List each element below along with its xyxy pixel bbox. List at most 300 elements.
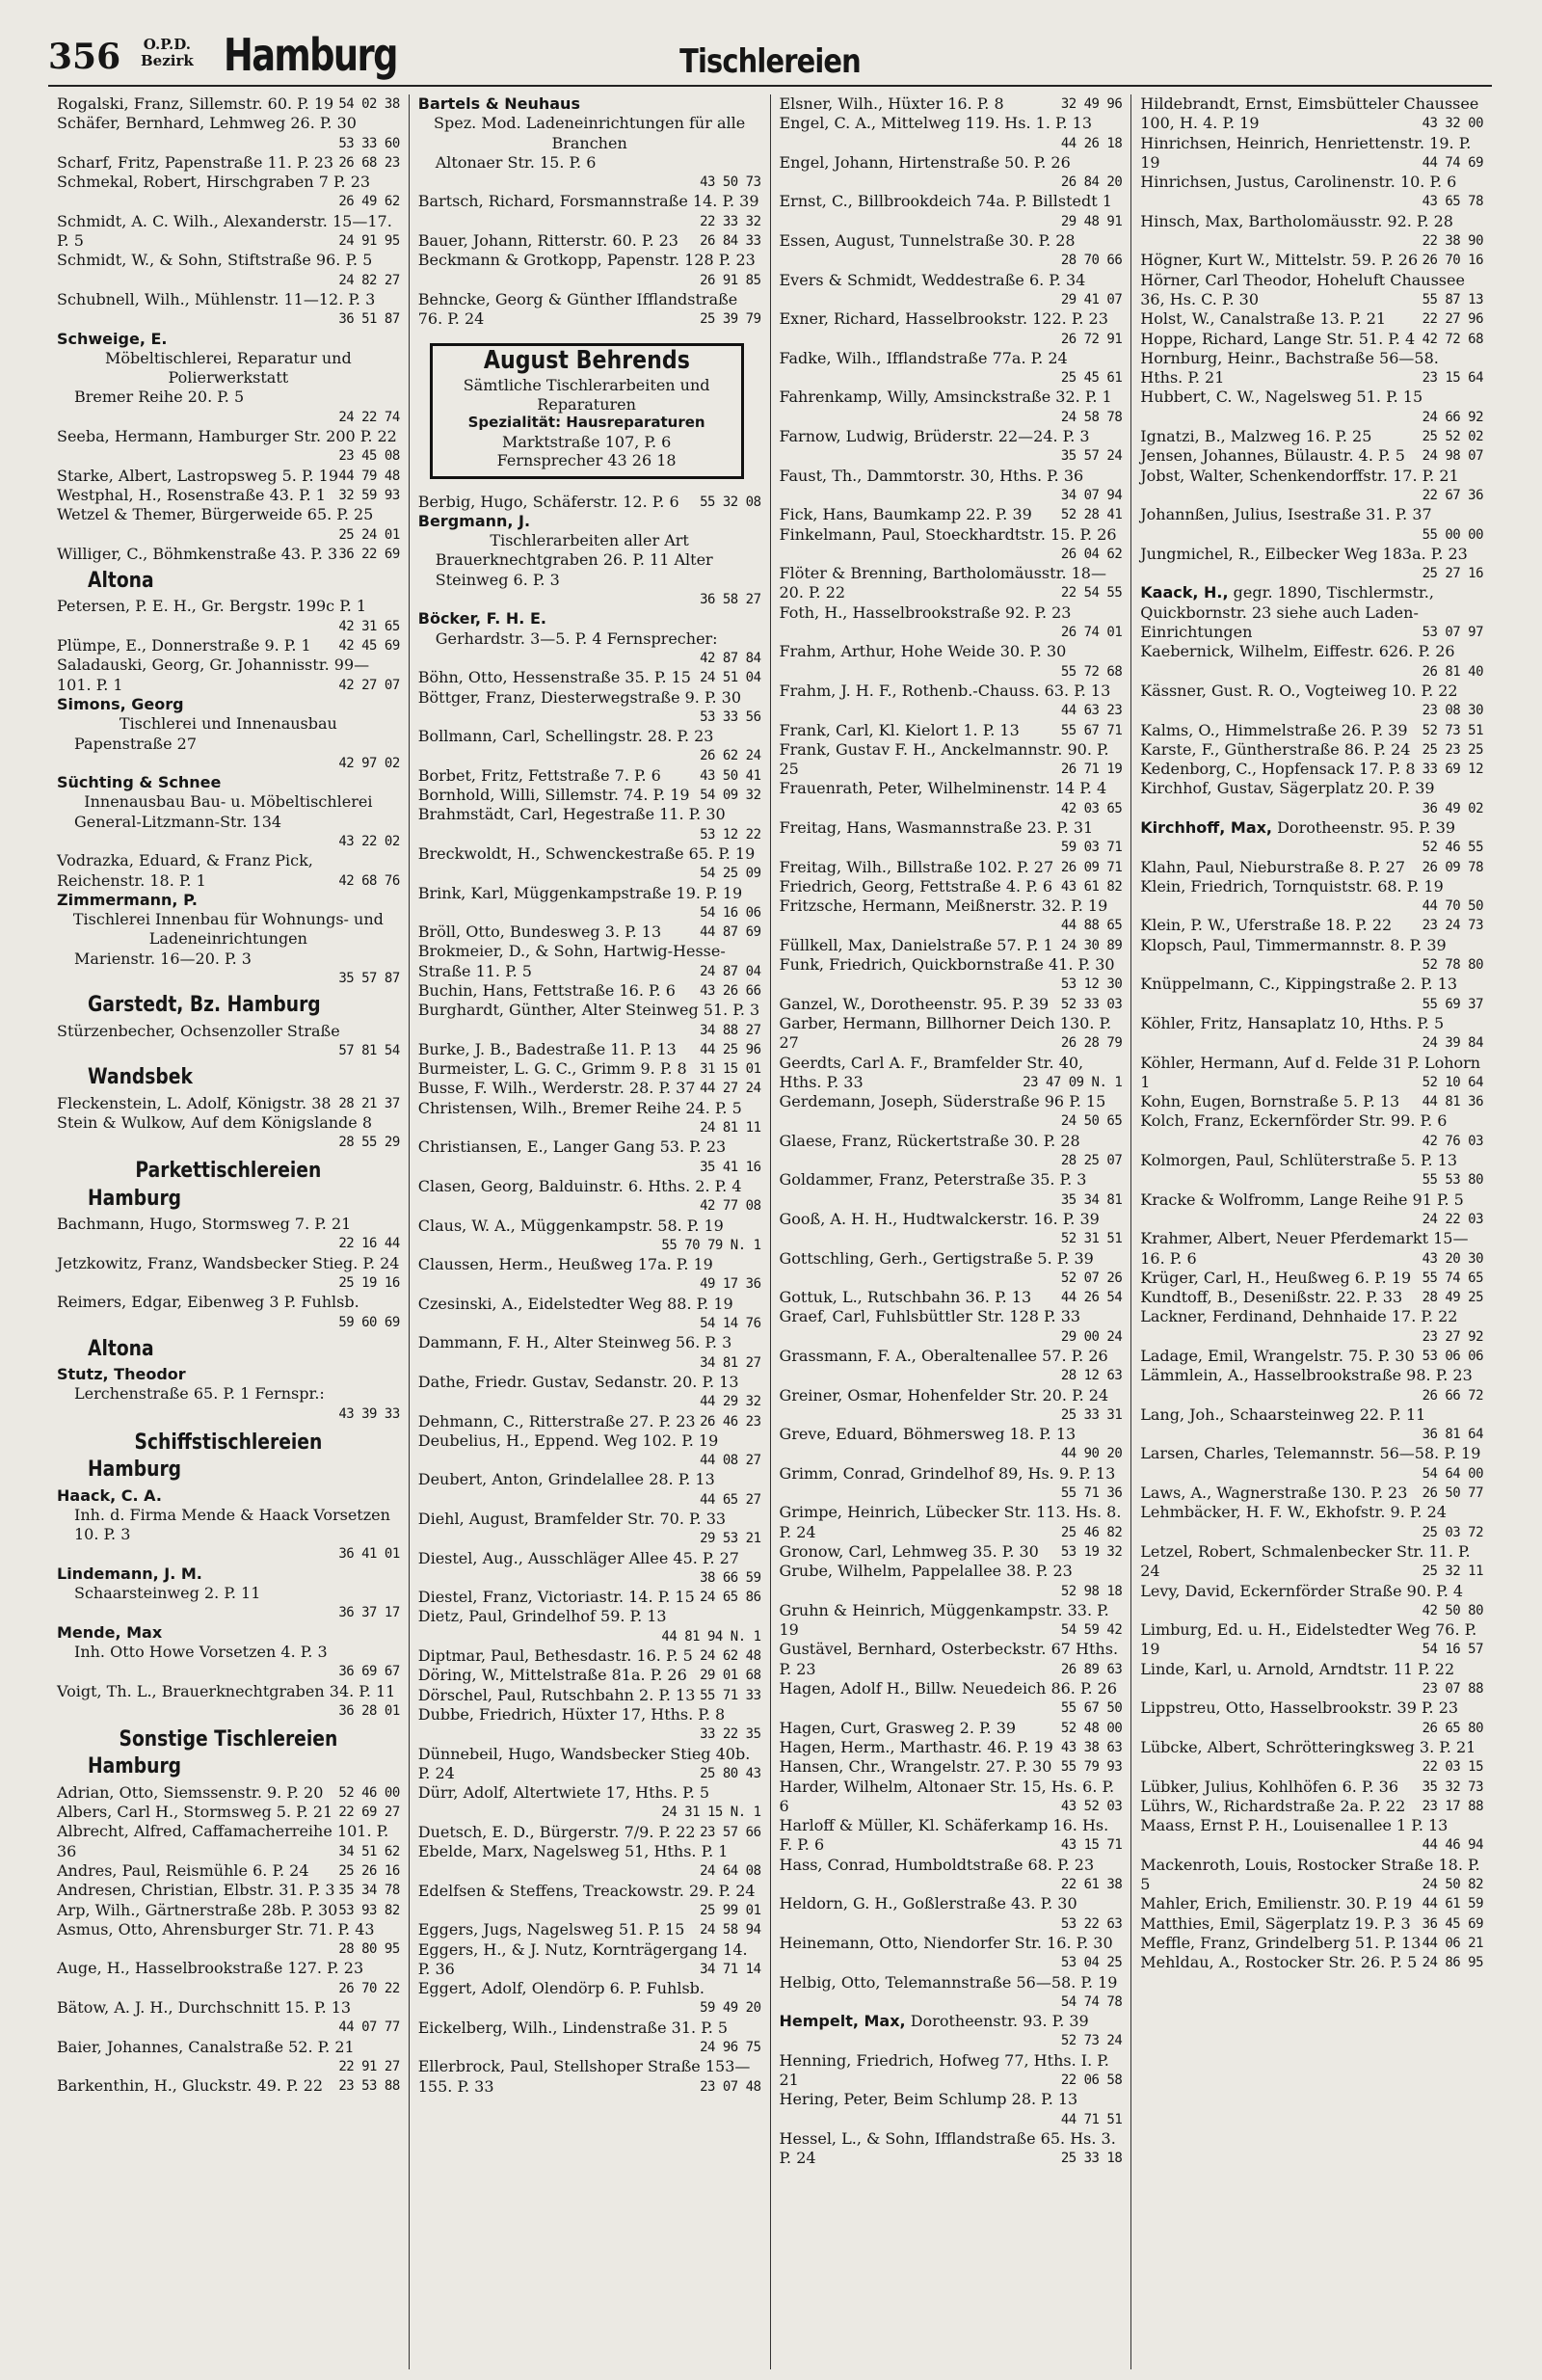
entry-address: Hessenstraße 35. P. 15 (507, 668, 691, 687)
entry-name: Klein, Friedrich, (1140, 876, 1269, 896)
entry-address: Alter Steinweg 51. P. 3 (576, 1001, 760, 1020)
directory-entry (1140, 760, 1483, 779)
entry-name: Eggers, H., & J. Nutz, (417, 1939, 588, 1959)
entry-address: Bundesweg 3. P. 13 (504, 923, 662, 942)
entry-address: Stellshoper Straße 153—155. P. 33 (417, 2057, 751, 2096)
directory-entry (57, 330, 400, 427)
opd-label: O.P.D. (143, 36, 191, 53)
phone-number: 35 32 73 (1422, 1778, 1483, 1795)
entry-address: Nagelsweg 51. P. 15 (521, 1920, 685, 1939)
entry-address: Bachstraße 56—58. Hths. P. 21 (1140, 348, 1439, 388)
directory-entry (57, 2038, 400, 2077)
entry-name: Schmekal, Robert, (57, 173, 201, 192)
phone-number: 24 22 74 (338, 409, 400, 425)
phone-number: 54 14 76 (700, 1316, 761, 1332)
entry-name: Holst, W., (1140, 309, 1215, 329)
directory-entry (1140, 309, 1483, 329)
entry-address: Alexanderstr. 15—17. P. 5 (57, 211, 392, 251)
entry-name: Bartsch, Richard, (417, 192, 555, 211)
entry-name-bold: Bartels & Neuhaus (417, 94, 580, 113)
entry-address: Bramfelder Str. 40, Hths. P. 33 (779, 1053, 1084, 1091)
entry-name: Vodrazka, Eduard, & Franz Pick, (57, 851, 313, 870)
directory-entry (780, 309, 1123, 349)
entry-address: Lange Str. 51. P. 4 (1267, 329, 1416, 348)
entry-address: Billbrookdeich 74a. P. Billstedt 1 (852, 192, 1112, 211)
entry-address: Richardstraße 2a. P. 22 (1218, 1796, 1406, 1815)
directory-entry (780, 1719, 1123, 1738)
phone-number: 43 65 78 (1422, 194, 1483, 210)
directory-entry (780, 858, 1123, 877)
phone-number: 44 25 96 (700, 1041, 761, 1057)
phone-number: 26 09 78 (1422, 859, 1483, 875)
directory-entry (1140, 94, 1483, 134)
entry-name: Kässner, Gust. R. O., (1140, 681, 1301, 700)
entry-address: Mühlenstr. 11—12. P. 3 (189, 289, 376, 308)
entry-address: Lehmweg 35. P. 30 (887, 1541, 1039, 1561)
directory-entry (418, 251, 761, 290)
entry-address: Hirschgraben 7 P. 23 (200, 173, 371, 192)
directory-entry (780, 642, 1123, 682)
entry-name-bold: Haack, C. A. (57, 1485, 162, 1505)
phone-number: 44 81 36 (1422, 1094, 1483, 1110)
entry-name: Funk, Friedrich, (779, 955, 907, 975)
phone-number: 29 53 21 (700, 1531, 761, 1547)
entry-name: Seeba, Hermann, (57, 427, 194, 446)
directory-entry (1140, 1444, 1483, 1484)
entry-address: Billhorner Deich 130. P. 27 (779, 1013, 1112, 1053)
phone-number: 44 08 27 (700, 1453, 761, 1469)
entry-address: Reismühle 6. P. 24 (160, 1860, 309, 1880)
entry-address: Hüxter 16. P. 8 (883, 94, 1004, 113)
directory-entry (418, 1979, 761, 2019)
phone-number: 28 49 25 (1422, 1290, 1483, 1306)
entry-address: Güntherstraße 86. P. 24 (1219, 739, 1411, 759)
phone-number: 59 60 69 (338, 1314, 400, 1330)
directory-entry (57, 655, 400, 695)
phone-number: 36 28 01 (338, 1702, 400, 1719)
phone-number: 55 67 50 (1060, 1700, 1123, 1717)
phone-number: 53 33 60 (338, 135, 400, 151)
entry-name: Andresen, Christian, (57, 1881, 219, 1900)
directory-entry (1140, 1307, 1483, 1347)
entry-name: Kalms, O., (1140, 720, 1220, 739)
entry-name: Greve, Eduard, (779, 1425, 898, 1444)
directory-entry (57, 545, 400, 564)
entry-address: Bethesdastr. 16. P. 5 (529, 1646, 693, 1666)
entry-name: Fleckenstein, L. Adolf, (57, 1093, 232, 1112)
entry-address: Kippingstraße 2. P. 13 (1280, 975, 1457, 994)
entry-address: Hasselbrookstr. 122. P. 23 (899, 309, 1108, 329)
directory-entry (418, 1001, 761, 1040)
entry-name-bold: Bergmann, J. (417, 511, 531, 530)
directory-entry (780, 1601, 1123, 1641)
phone-number: 26 62 24 (700, 748, 761, 764)
phone-number: 26 84 20 (1060, 174, 1123, 191)
directory-entry (57, 290, 400, 330)
phone-number: 28 25 07 (1060, 1153, 1123, 1169)
phone-number: 23 07 88 (1422, 1681, 1483, 1698)
phone-number: 25 03 72 (1422, 1524, 1483, 1540)
entry-address: Stormsweg 5. P. 21 (178, 1803, 333, 1822)
directory-entry (780, 192, 1123, 231)
phone-number: 53 06 06 (1422, 1349, 1483, 1364)
directory-entry (780, 1757, 1123, 1777)
entry-name: Kedenborg, C., (1140, 760, 1258, 779)
entry-address: Canalstraße 13. P. 21 (1214, 309, 1387, 329)
entry-name: Beckmann & Grotkopp, (417, 251, 602, 270)
entry-address: Brauerknechtgraben 26. P. 11 Alter Steinweg 6. P. 3 (435, 550, 713, 589)
entry-address: Mittelstraße 81a. P. 26 (504, 1666, 687, 1685)
directory-entry (57, 1564, 400, 1623)
entry-address: Schmalenbecker Str. 11. P. 24 (1140, 1541, 1471, 1581)
entry-address: Fettstraße 4. P. 6 (915, 876, 1053, 896)
ad-phone: Fernsprecher 43 26 18 (496, 451, 677, 470)
phone-number: 42 76 03 (1422, 1133, 1483, 1149)
directory-entry (418, 192, 761, 231)
directory-entry (57, 486, 400, 505)
phone-number: 26 50 77 (1422, 1485, 1483, 1502)
column-2 (409, 94, 770, 2369)
phone-number: 54 74 78 (1060, 1993, 1123, 2010)
category-heading: Sonstige Tischlereien (119, 1727, 338, 1752)
directory-entry (418, 1588, 761, 1607)
entry-address: Weddestraße 6. P. 34 (917, 270, 1086, 289)
entry-description: Tischlerarbeiten aller Art (490, 531, 689, 550)
entry-address: Baumkamp 22. P. 39 (867, 505, 1032, 524)
entry-address: General-Litzmann-Str. 134 (74, 812, 282, 831)
directory-entry (780, 1542, 1123, 1562)
phone-number: 23 08 30 (1422, 703, 1483, 719)
entry-name: Schäfer, Bernhard, (57, 114, 205, 133)
entry-name: Ignatzi, B., (1140, 427, 1226, 446)
entry-address: Hegestraße 11. P. 30 (557, 805, 726, 824)
bezirk-label: Bezirk (141, 52, 194, 69)
entry-name: Barkenthin, H., (57, 2076, 177, 2096)
directory-entry (780, 427, 1123, 467)
phone-number: 28 12 63 (1060, 1368, 1123, 1384)
ad-specialty: Spezialität: Hausreparaturen (467, 414, 705, 432)
entry-address: Ekhofstr. 9. P. 24 (1310, 1503, 1447, 1522)
phone-number: 33 22 35 (700, 1726, 761, 1743)
directory-entry (780, 779, 1123, 818)
entry-name: Schubnell, Wilh., (57, 289, 190, 308)
entry-address: Wandsbecker Stieg 40b. P. 24 (417, 1744, 751, 1782)
entry-address: Schrötteringksweg 3. P. 21 (1261, 1737, 1476, 1756)
entry-name: Adrian, Otto, (57, 1782, 159, 1802)
entry-name: Krahmer, Albert, (1140, 1229, 1271, 1248)
directory-entry (780, 2012, 1123, 2051)
entry-address: Stoeckhardtstr. 15. P. 26 (919, 524, 1117, 544)
phone-number: 23 45 08 (338, 448, 400, 465)
entry-name: Lämmlein, A., (1140, 1366, 1249, 1385)
phone-number: 36 22 69 (338, 546, 400, 562)
directory-entry (418, 981, 761, 1001)
directory-entry (780, 564, 1123, 603)
directory-entry (780, 505, 1123, 524)
entry-address: Schaarsteinweg 2. P. 11 (74, 1584, 261, 1603)
entry-address: Balduinstr. 6. Hths. 2. P. 4 (533, 1176, 742, 1195)
entry-name: Grimpe, Heinrich, (779, 1503, 921, 1522)
entry-name: Levy, David, (1140, 1581, 1236, 1600)
entry-name: Högner, Kurt W., (1140, 251, 1270, 270)
phone-number: 22 67 36 (1422, 487, 1483, 503)
entry-name: Diptmar, Paul, (417, 1646, 530, 1666)
directory-entry (57, 1803, 400, 1822)
directory-entry (418, 493, 761, 512)
phone-number: 36 81 64 (1422, 1427, 1483, 1443)
entry-name: Bätow, A. J. H., (57, 1998, 173, 2018)
entry-name: Klopsch, Paul, (1140, 935, 1251, 954)
phone-number: 42 27 07 (338, 677, 400, 693)
entry-description: Tischlerei Innenbau für Wohnungs- und Ladeneinrichtungen (72, 910, 384, 949)
directory-entry (418, 1040, 761, 1059)
entry-address: Himmelstraße 26. P. 39 (1219, 720, 1408, 739)
entry-address: Osterbeckstr. 67 Hths. P. 23 (779, 1640, 1119, 1678)
directory-entry (418, 609, 761, 668)
phone-number: 25 32 11 (1422, 1564, 1483, 1580)
entry-name: Dathe, Friedr. Gustav, (417, 1372, 590, 1391)
entry-name: Grube, Wilhelm, (779, 1562, 907, 1581)
entry-address: Schaarsteinweg 22. P. 11 (1224, 1404, 1426, 1424)
entry-address: Peterstraße 35. P. 3 (928, 1170, 1087, 1190)
entry-address: Wrangelstr. 27. P. 30 (886, 1757, 1052, 1777)
entry-name: Dünnebeil, Hugo, (417, 1744, 556, 1763)
entry-address: Neuer Pferdemarkt 15—16. P. 6 (1140, 1229, 1469, 1268)
entry-address: Ausschläger Allee 45. P. 27 (522, 1548, 739, 1567)
directory-entry (418, 1920, 761, 1939)
entry-address: Eiffestr. 626. P. 26 (1308, 642, 1455, 661)
entry-address: Papenstraße 11. P. 23 (159, 152, 334, 172)
directory-entry (780, 1092, 1123, 1132)
entry-address: Emilienstr. 30. P. 19 (1251, 1894, 1413, 1913)
directory-entry (57, 1682, 400, 1722)
entry-name: Burghardt, Günther, (417, 1001, 577, 1020)
entry-address: Lerchenstraße 65. P. 1 Fernspr.: (74, 1384, 325, 1404)
directory-entry (418, 766, 761, 786)
directory-entry (57, 1623, 400, 1682)
directory-entry (57, 2076, 400, 2096)
entry-name: Essen, August, (779, 231, 895, 251)
directory-entry (780, 740, 1123, 780)
entry-address: Wasmannstraße 23. P. 31 (891, 817, 1094, 837)
entry-name: Köhler, Hermann, (1140, 1053, 1279, 1072)
entry-address: Dammtorstr. 30, Hths. P. 36 (862, 466, 1084, 485)
directory-entry (780, 1934, 1123, 1973)
directory-entry (1140, 975, 1483, 1014)
entry-name: Dietz, Paul, (417, 1607, 508, 1626)
entry-address: Papenstr. 128 P. 23 (601, 251, 756, 270)
directory-entry (1140, 1229, 1483, 1269)
entry-address: Hamburger Str. 200 P. 22 (193, 427, 397, 446)
entry-name: Frauenrath, Peter, (779, 779, 923, 798)
phone-number: 26 71 19 (1060, 762, 1123, 778)
phone-number: 26 91 85 (700, 272, 761, 288)
column-1 (48, 94, 409, 2369)
directory-entry (418, 1549, 761, 1589)
phone-number: 26 81 40 (1422, 663, 1483, 680)
phone-number: 55 71 33 (700, 1687, 761, 1703)
directory-entry (1140, 212, 1483, 252)
phone-number: 24 87 04 (700, 963, 761, 979)
phone-number: 23 07 48 (700, 2078, 761, 2095)
entry-address: Nieburstraße 8. P. 27 (1234, 857, 1406, 876)
entry-address: Fettstraße 7. P. 6 (522, 765, 661, 785)
entry-name: Lübcke, Albert, (1140, 1737, 1262, 1756)
phone-number: 23 17 88 (1422, 1798, 1483, 1814)
phone-number: 23 53 88 (338, 2078, 400, 2095)
page-header (48, 25, 1492, 87)
entry-name: Christiansen, E., (417, 1137, 548, 1157)
entry-name: Kracke & Wolfromm, (1140, 1190, 1305, 1209)
phone-number: 23 57 66 (700, 1824, 761, 1840)
entry-name-bold: Zimmermann, P. (57, 890, 198, 909)
directory-entry (780, 467, 1123, 506)
directory-entry (418, 1177, 761, 1217)
entry-name: Dörschel, Paul, (417, 1685, 537, 1704)
entry-address: Bremer Reihe 20. P. 5 (74, 388, 245, 407)
directory-entry (780, 1503, 1123, 1542)
entry-name: Albrecht, Alfred, (57, 1822, 187, 1841)
directory-entry (57, 114, 400, 153)
directory-entry (1140, 446, 1483, 466)
phone-number: 44 61 59 (1422, 1896, 1483, 1912)
directory-entry (57, 1959, 400, 1998)
entry-name: Gruhn & Heinrich, (779, 1600, 926, 1619)
entry-address: Gr. Bergstr. 199c P. 1 (196, 597, 367, 616)
entry-name: Hörner, Carl Theodor, (1140, 270, 1312, 289)
entry-name: Buchin, Hans, (417, 980, 528, 1000)
directory-entry (1140, 1366, 1483, 1405)
phone-number: 49 17 36 (700, 1276, 761, 1293)
place-heading: Altona (88, 1336, 154, 1361)
entry-address: Alter Steinweg 56. P. 3 (548, 1333, 732, 1352)
phone-number: 32 59 93 (338, 487, 400, 503)
entry-name: Freitag, Wilh., (779, 857, 892, 876)
phone-number: 52 73 24 (1060, 2033, 1123, 2049)
directory-entry (57, 1113, 400, 1153)
directory-entry (418, 1842, 761, 1882)
phone-number: 24 65 86 (700, 1590, 761, 1606)
phone-number: 26 72 91 (1060, 331, 1123, 347)
phone-number: 43 52 03 (1060, 1798, 1123, 1814)
directory-entry (780, 1973, 1123, 2013)
entry-name: Albers, Carl H., (57, 1803, 179, 1822)
entry-address: Hofweg 77, Hths. I. P. 21 (779, 2050, 1109, 2089)
entry-name: Breckwoldt, H., (417, 843, 541, 863)
entry-name: Klein, P. W., (1140, 916, 1231, 935)
entry-address: Grindelhof 89, Hs. 9. P. 13 (905, 1463, 1116, 1483)
directory-entry (1140, 858, 1483, 877)
place-heading: Hamburg (88, 1754, 182, 1779)
directory-entry (418, 1470, 761, 1510)
entry-name: Gooß, A. H. H., (779, 1209, 898, 1228)
entry-name: Hildebrandt, Ernst, (1140, 94, 1293, 113)
phone-number: 25 27 16 (1422, 566, 1483, 582)
directory-entry (780, 349, 1123, 388)
directory-entry (780, 153, 1123, 193)
entry-name: Kirchhof, Gustav, (1140, 779, 1275, 798)
phone-number: 24 81 11 (700, 1120, 761, 1137)
entry-name: Claus, W. A., (417, 1216, 516, 1235)
entry-address: Timmermannstr. 8. P. 39 (1250, 935, 1447, 954)
phone-number: 36 37 17 (338, 1605, 400, 1621)
entry-name: Jungmichel, R., (1140, 544, 1261, 563)
directory-entry (780, 936, 1123, 955)
entry-address: Grimm 9. P. 8 (576, 1059, 687, 1079)
entry-name: Fadke, Wilh., (779, 348, 882, 367)
entry-address: Brauerknechtgraben 34. P. 11 (156, 1681, 396, 1700)
phone-number: 55 72 68 (1060, 663, 1123, 680)
directory-entry (780, 1249, 1123, 1289)
phone-number: 26 74 01 (1060, 625, 1123, 641)
phone-number: 44 27 24 (700, 1081, 761, 1097)
directory-entry (1140, 1856, 1483, 1895)
directory-entry (418, 844, 761, 884)
entry-address: Hoheluft Chaussee 36, Hs. C. P. 30 (1140, 270, 1465, 308)
entry-address: Gr. Johannisstr. 99—101. P. 1 (57, 655, 370, 694)
entry-name: Brink, Karl, (417, 883, 509, 902)
phone-number: 36 69 67 (338, 1664, 400, 1680)
entry-address: Pappelallee 38. P. 23 (906, 1562, 1073, 1581)
directory-entry (418, 290, 761, 330)
phone-number: 43 50 41 (700, 767, 761, 784)
category-heading: Schiffstischlereien (134, 1431, 323, 1455)
entry-name: Bornhold, Willi, (417, 786, 541, 805)
phone-number: 29 48 91 (1060, 213, 1123, 229)
phone-number: 54 16 06 (700, 904, 761, 921)
phone-number: 31 15 01 (700, 1061, 761, 1078)
phone-number: 29 00 24 (1060, 1328, 1123, 1345)
entry-name: Lührs, W., (1140, 1796, 1219, 1815)
phone-number: 23 15 64 (1422, 370, 1483, 387)
directory-entry (780, 1425, 1123, 1464)
phone-number: 26 65 80 (1422, 1720, 1483, 1736)
entry-address: Eckernförder Str. 99. P. 6 (1244, 1111, 1448, 1131)
entry-name: Ebelde, Marx, (417, 1842, 528, 1861)
phone-number: 22 61 38 (1060, 1877, 1123, 1893)
phone-number: 35 57 24 (1060, 448, 1123, 465)
directory-entry (780, 1464, 1123, 1504)
directory-entry (418, 942, 761, 981)
directory-entry (1140, 1698, 1483, 1738)
entry-name: Knüppelmann, C., (1140, 975, 1281, 994)
directory-entry (780, 1014, 1123, 1054)
directory-entry (57, 173, 400, 212)
phone-number: 44 71 51 (1060, 2111, 1123, 2127)
entry-name: Schmidt, A. C. Wilh., (57, 211, 219, 230)
directory-entry (418, 1666, 761, 1685)
entry-name: Gottuk, L., (779, 1288, 863, 1307)
place-heading: Wandsbek (88, 1065, 193, 1090)
directory-entry (1140, 1778, 1483, 1797)
phone-number: 43 26 66 (700, 982, 761, 999)
directory-entry (780, 896, 1123, 936)
entry-name: Evers & Schmidt, (779, 270, 917, 289)
entry-address: Wrangelstr. 75. P. 30 (1248, 1347, 1415, 1365)
entry-name: Wetzel & Themer, (57, 505, 197, 524)
phone-number: 52 73 51 (1422, 722, 1483, 738)
directory-entry (780, 231, 1123, 271)
entry-address: Bürgerweide 65. P. 25 (196, 505, 374, 524)
directory-entry (1140, 1953, 1483, 1972)
phone-number: 53 12 22 (700, 826, 761, 842)
entry-address: Ifflandstraße 77a. P. 24 (881, 348, 1068, 367)
entry-name: Dammann, F. H., (417, 1333, 549, 1352)
entry-address: Hansaplatz 10, Hths. P. 5 (1242, 1013, 1445, 1032)
entry-name: Limburg, Ed. u. H., (1140, 1620, 1291, 1640)
entry-address: Lehmweg 26. P. 30 (204, 114, 357, 133)
phone-number: 52 33 03 (1060, 996, 1123, 1012)
